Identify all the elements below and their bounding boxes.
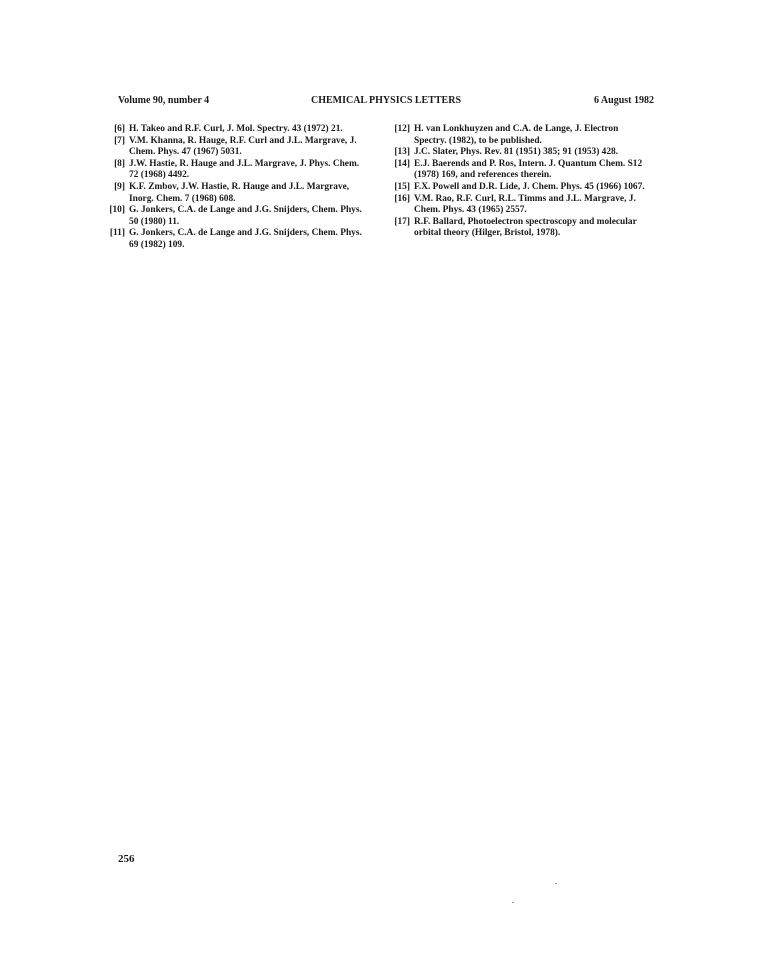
- journal-title: CHEMICAL PHYSICS LETTERS: [310, 95, 462, 106]
- reference-number: [7]: [114, 135, 125, 146]
- page-number: 256: [118, 853, 135, 865]
- reference-number: [13]: [394, 147, 410, 158]
- reference-text: J.W. Hastie, R. Hauge and J.L. Margrave, J. Phys. Chem. 72 (1968) 4492.: [129, 158, 360, 181]
- reference-item: [104, 228, 366, 251]
- reference-item: [104, 205, 366, 228]
- reference-text: K.F. Zmbov, J.W. Hastie, R. Hauge and J.L. Margrave, Inorg. Chem. 7 (1968) 608.: [129, 181, 350, 204]
- scan-speck: [555, 883, 557, 884]
- reference-number: [12]: [394, 124, 410, 134]
- reference-text: J.C. Slater, Phys. Rev. 81 (1951) 385; 91 (1953) 428.: [414, 147, 619, 158]
- running-header: [118, 95, 654, 109]
- reference-item: [389, 194, 651, 217]
- issue-date: 6 August 1982: [593, 95, 654, 106]
- reference-item: [104, 124, 366, 136]
- reference-text: R.F. Ballard, Photoelectron spectroscopy and molecular orbital theory (Hilger, Bristol, 1978).: [414, 216, 637, 239]
- reference-number: [17]: [394, 216, 410, 227]
- reference-item: [389, 217, 651, 240]
- reference-text: G. Jonkers, C.A. de Lange and J.G. Snijders, Chem. Phys. 50 (1980) 11.: [129, 205, 362, 227]
- reference-number: [15]: [394, 181, 410, 192]
- reference-number: [9]: [114, 181, 125, 192]
- reference-text: V.M. Khanna, R. Hauge, R.F. Curl and J.L. Margrave, J. Chem. Phys. 47 (1967) 5031.: [129, 135, 357, 158]
- volume-info: Volume 90, number 4: [118, 95, 210, 106]
- scan-speck: [512, 902, 514, 903]
- reference-number: [8]: [114, 158, 125, 169]
- reference-number: [16]: [394, 193, 410, 204]
- reference-item: [104, 182, 366, 205]
- reference-text: H. van Lonkhuyzen and C.A. de Lange, J. Electron Spectry. (1982), to be published.: [414, 124, 619, 146]
- reference-text: V.M. Rao, R.F. Curl, R.L. Timms and J.L. Margrave, J. Chem. Phys. 43 (1965) 2557.: [414, 193, 636, 216]
- reference-text: E.J. Baerends and P. Ros, Intern. J. Quantum Chem. S12 (1978) 169, and references therein.: [414, 158, 643, 181]
- reference-number: [11]: [109, 228, 125, 239]
- reference-item: [389, 159, 651, 182]
- reference-item: [104, 159, 366, 182]
- reference-number: [6]: [114, 124, 125, 134]
- reference-number: [14]: [394, 158, 410, 169]
- reference-number: [10]: [109, 205, 125, 216]
- references-left-column: [104, 124, 366, 252]
- reference-item: [389, 124, 651, 147]
- reference-text: F.X. Powell and D.R. Lide, J. Chem. Phys. 45 (1966) 1067.: [414, 181, 645, 192]
- references-right-column: [389, 124, 651, 240]
- reference-item: [104, 136, 366, 159]
- reference-text: G. Jonkers, C.A. de Lange and J.G. Snijders, Chem. Phys. 69 (1982) 109.: [129, 228, 362, 250]
- reference-item: [389, 147, 651, 159]
- reference-text: H. Takeo and R.F. Curl, J. Mol. Spectry. 43 (1972) 21.: [129, 124, 343, 134]
- reference-item: [389, 182, 651, 194]
